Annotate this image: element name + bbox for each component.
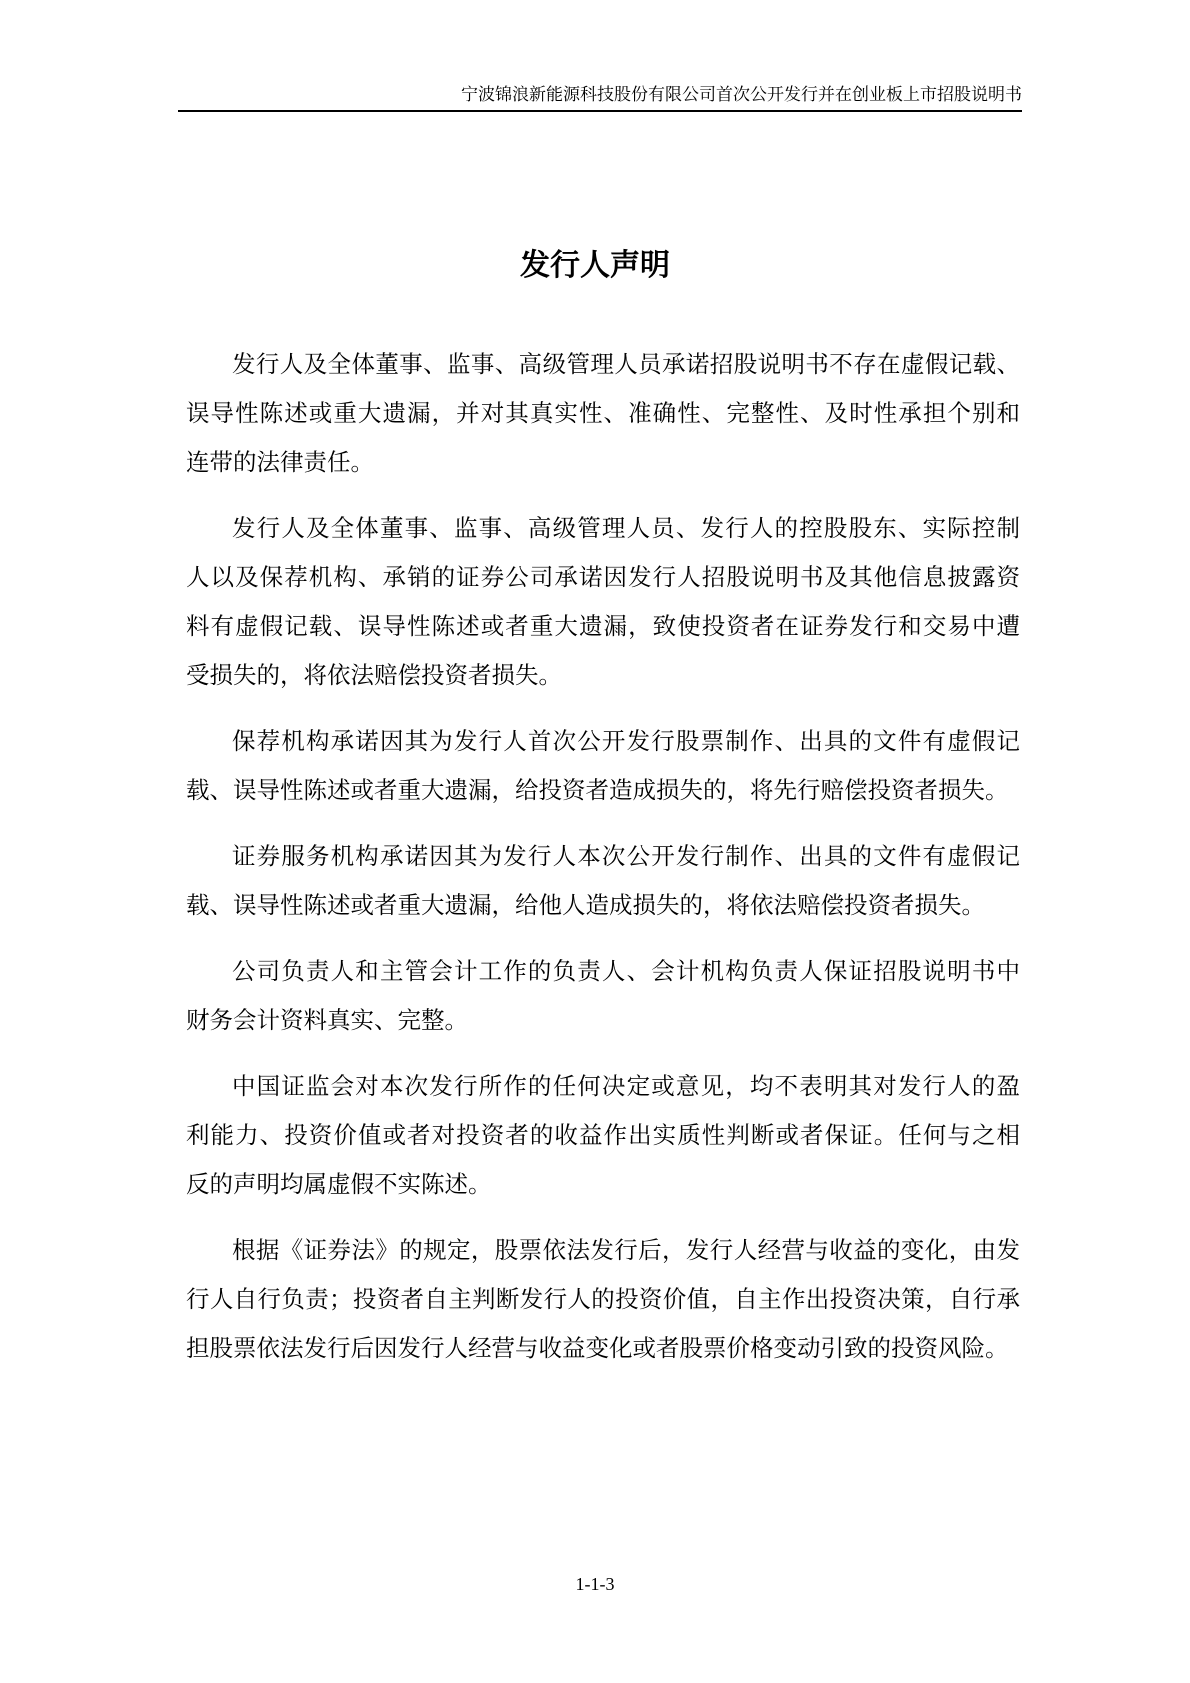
paragraph-line: 载、误导性陈述或者重大遗漏，给他人造成损失的，将依法赔偿投资者损失。	[186, 891, 985, 919]
paragraph-line: 公司负责人和主管会计工作的负责人、会计机构负责人保证招股说明书中	[232, 957, 1020, 985]
paragraph-line: 连带的法律责任。	[186, 448, 374, 476]
paragraph	[186, 1226, 1020, 1373]
paragraph-line: 载、误导性陈述或者重大遗漏，给投资者造成损失的，将先行赔偿投资者损失。	[186, 776, 1009, 804]
paragraph-line: 发行人及全体董事、监事、高级管理人员承诺招股说明书不存在虚假记载、	[232, 350, 1020, 378]
paragraph-line: 人以及保荐机构、承销的证券公司承诺因发行人招股说明书及其他信息披露资	[186, 563, 1020, 591]
document-body	[186, 340, 1020, 1390]
paragraph	[186, 1062, 1020, 1209]
page-number: 1-1-3	[575, 1574, 615, 1594]
paragraph	[186, 947, 1020, 1045]
paragraph-line: 料有虚假记载、误导性陈述或者重大遗漏，致使投资者在证券发行和交易中遭	[186, 612, 1020, 640]
paragraph-line: 受损失的，将依法赔偿投资者损失。	[186, 661, 562, 689]
paragraph-line: 担股票依法发行后因发行人经营与收益变化或者股票价格变动引致的投资风险。	[186, 1334, 1009, 1362]
paragraph	[186, 832, 1020, 930]
paragraph-line: 财务会计资料真实、完整。	[186, 1006, 468, 1034]
paragraph-line: 中国证监会对本次发行所作的任何决定或意见，均不表明其对发行人的盈	[232, 1072, 1020, 1100]
paragraph	[186, 340, 1020, 487]
header-rule	[178, 110, 1022, 112]
page-title: 发行人声明	[520, 248, 670, 283]
paragraph-line: 保荐机构承诺因其为发行人首次公开发行股票制作、出具的文件有虚假记	[232, 727, 1020, 755]
paragraph	[186, 504, 1020, 700]
paragraph-line: 利能力、投资价值或者对投资者的收益作出实质性判断或者保证。任何与之相	[186, 1121, 1020, 1149]
paragraph-line: 发行人及全体董事、监事、高级管理人员、发行人的控股股东、实际控制	[232, 514, 1020, 542]
paragraph-line: 误导性陈述或重大遗漏，并对其真实性、准确性、完整性、及时性承担个别和	[186, 399, 1020, 427]
running-header: 宁波锦浪新能源科技股份有限公司首次公开发行并在创业板上市招股说明书	[461, 85, 1022, 105]
paragraph	[186, 717, 1020, 815]
paragraph-line: 根据《证券法》的规定，股票依法发行后，发行人经营与收益的变化，由发	[232, 1236, 1020, 1264]
paragraph-line: 行人自行负责；投资者自主判断发行人的投资价值，自主作出投资决策，自行承	[186, 1285, 1020, 1313]
paragraph-line: 反的声明均属虚假不实陈述。	[186, 1170, 492, 1198]
paragraph-line: 证券服务机构承诺因其为发行人本次公开发行制作、出具的文件有虚假记	[232, 842, 1020, 870]
